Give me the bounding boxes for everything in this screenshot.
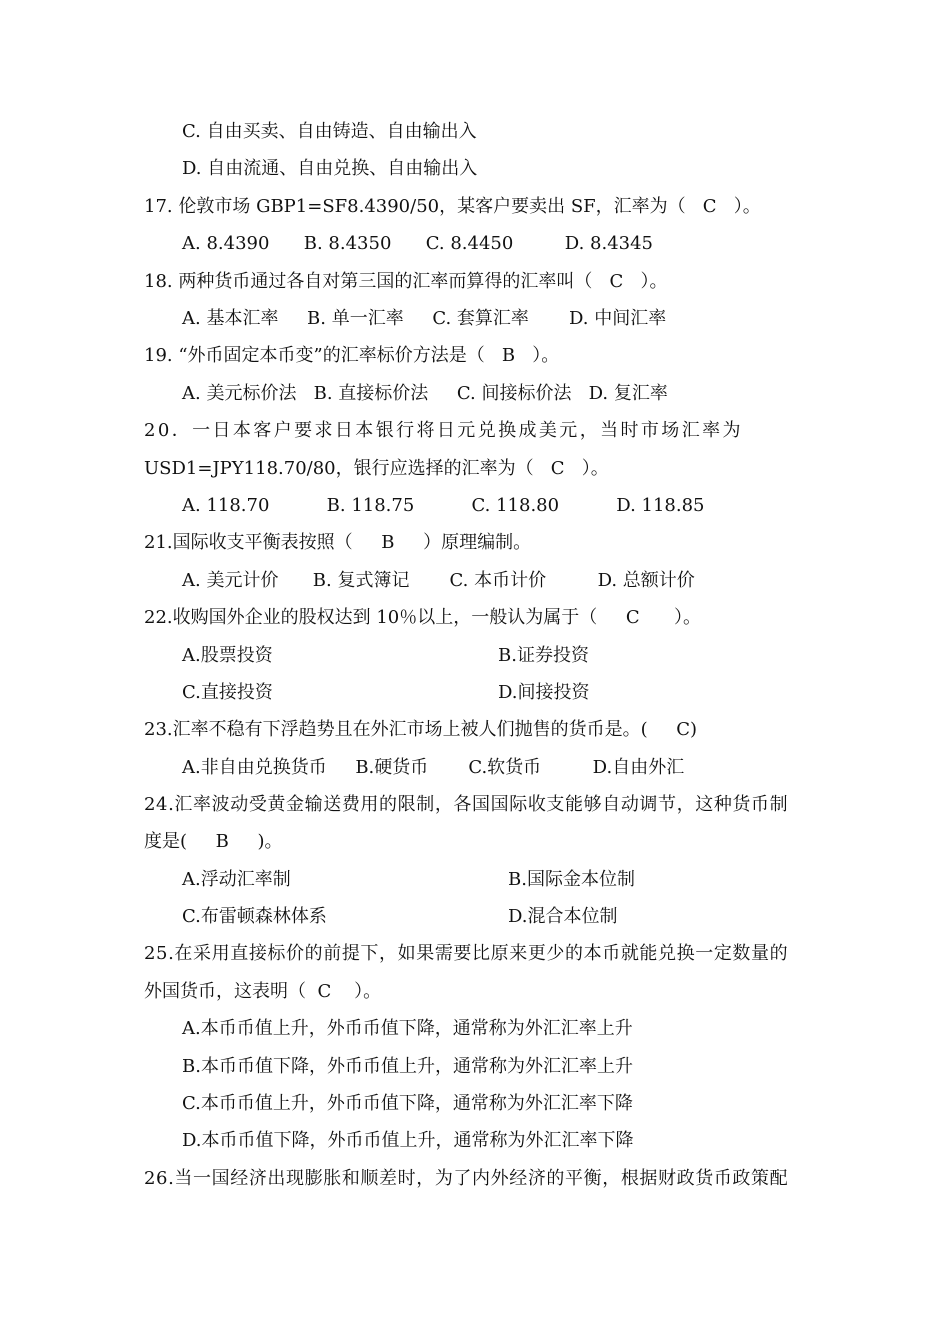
question-16-option-d: D. 自由流通、自由兑换、自由输出入 [182, 158, 478, 179]
question-17-options: A. 8.4390 B. 8.4350 C. 8.4450 D. 8.4345 [182, 233, 654, 254]
question-24-line-1: 24.汇率波动受黄金输送费用的限制，各国国际收支能够自动调节，这种货币制 [144, 794, 789, 815]
question-24-option-d: D.混合本位制 [508, 906, 618, 927]
question-23-options: A.非自由兑换货币 B.硬货币 C.软货币 D.自由外汇 [182, 757, 685, 778]
question-24-option-b: B.国际金本位制 [508, 869, 635, 890]
question-20-line-1: 20．一日本客户要求日本银行将日元兑换成美元，当时市场汇率为 [144, 420, 743, 441]
question-21: 21.国际收支平衡表按照（ B ）原理编制。 [144, 532, 532, 553]
question-22: 22.收购国外企业的股权达到 10％以上，一般认为属于（ C ）。 [144, 607, 701, 628]
question-25-line-2: 外国货币，这表明（ C ）。 [144, 981, 382, 1002]
question-24-option-a: A.浮动汇率制 [182, 869, 291, 890]
question-22-option-c: C.直接投资 [182, 682, 273, 703]
question-17: 17. 伦敦市场 GBP1=SF8.4390/50，某客户要卖出 SF，汇率为（ C ）。 [144, 196, 761, 217]
question-22-option-d: D.间接投资 [498, 682, 590, 703]
question-19-options: A. 美元标价法 B. 直接标价法 C. 间接标价法 D. 复汇率 [182, 383, 668, 404]
question-25-line-1: 25.在采用直接标价的前提下，如果需要比原来更少的本币就能兑换一定数量的 [144, 943, 789, 964]
question-19: 19. “外币固定本币变”的汇率标价方法是（ B ）。 [144, 345, 560, 366]
question-25-option-d: D.本币币值下降，外币币值上升，通常称为外汇汇率下降 [182, 1130, 634, 1151]
question-25-option-c: C.本币币值上升，外币币值下降，通常称为外汇汇率下降 [182, 1093, 633, 1114]
question-18-options: A. 基本汇率 B. 单一汇率 C. 套算汇率 D. 中间汇率 [182, 308, 667, 329]
question-20-line-2: USD1=JPY118.70/80，银行应选择的汇率为（ C ）。 [144, 458, 609, 479]
question-24-option-c: C.布雷顿森林体系 [182, 906, 327, 927]
question-21-options: A. 美元计价 B. 复式簿记 C. 本币计价 D. 总额计价 [182, 570, 695, 591]
question-23: 23.汇率不稳有下浮趋势且在外汇市场上被人们抛售的货币是。( C) [144, 719, 698, 740]
question-20-options: A. 118.70 B. 118.75 C. 118.80 D. 118.85 [182, 495, 705, 516]
question-22-option-a: A.股票投资 [182, 645, 273, 666]
question-26-line-1: 26.当一国经济出现膨胀和顺差时，为了内外经济的平衡，根据财政货币政策配 [144, 1168, 789, 1189]
question-16-option-c: C. 自由买卖、自由铸造、自由输出入 [182, 121, 477, 142]
question-24-line-2: 度是( B )。 [144, 831, 283, 852]
question-18: 18. 两种货币通过各自对第三国的汇率而算得的汇率叫（ C ）。 [144, 271, 668, 292]
question-25-option-b: B.本币币值下降，外币币值上升，通常称为外汇汇率上升 [182, 1056, 633, 1077]
question-25-option-a: A.本币币值上升，外币币值下降，通常称为外汇汇率上升 [182, 1018, 633, 1039]
question-22-option-b: B.证券投资 [498, 645, 589, 666]
